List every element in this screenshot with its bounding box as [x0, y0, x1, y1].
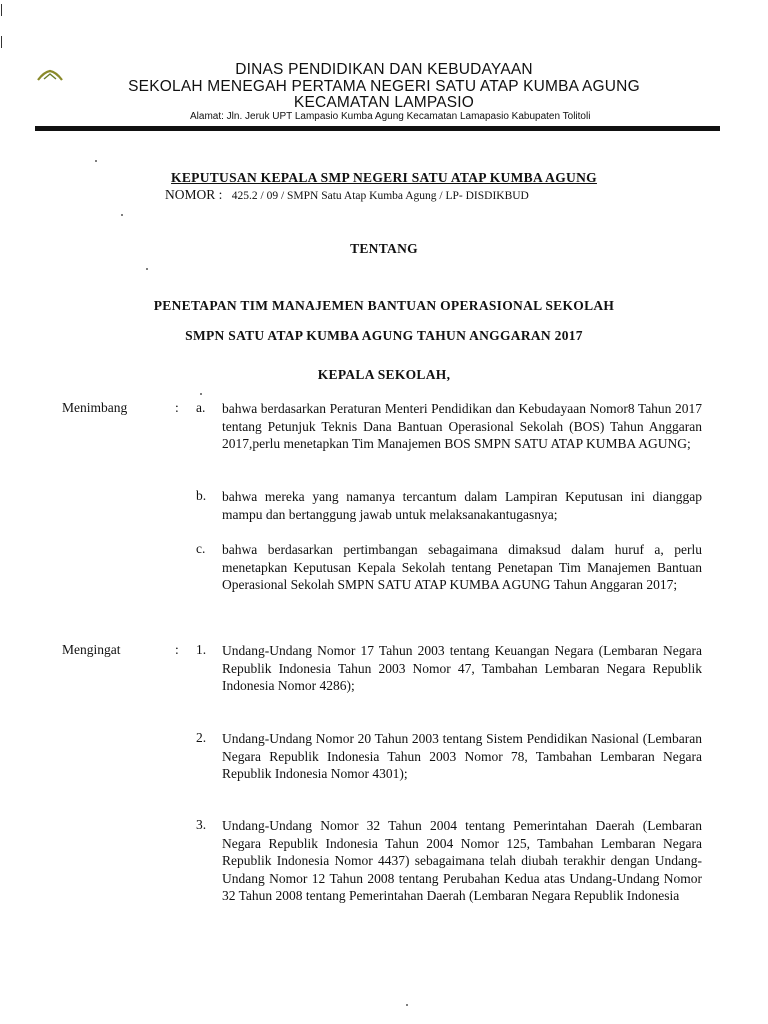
decree-number: [165, 187, 529, 203]
header-divider: [35, 126, 720, 131]
menimbang-marker-c: c.: [196, 541, 206, 556]
mengingat-item-2: Undang-Undang Nomor 20 Tahun 2003 tentang Sistem Pendidikan Nasional (Lembaran Negara Republik Indonesia Tahun 2003 Nomor 78, Tambahan Lembaran Negara Republik Indonesia Nomor 4301);: [222, 731, 702, 782]
margin-mark: [1, 36, 2, 48]
mengingat-label: Mengingat: [62, 642, 121, 657]
issuer-heading: KEPALA SEKOLAH,: [317, 367, 451, 382]
subject-line-1: PENETAPAN TIM MANAJEMEN BANTUAN OPERASIONAL SEKOLAH: [153, 298, 615, 313]
menimbang-marker-b: b.: [196, 488, 207, 503]
decree-title-text: KEPUTUSAN KEPALA SMP NEGERI SATU ATAP KUMBA AGUNG: [171, 170, 597, 185]
scan-speck: [200, 393, 202, 395]
mengingat-item-1: Undang-Undang Nomor 17 Tahun 2003 tentang Keuangan Negara (Lembaran Negara Republik Indonesia Tahun 2003 Nomor 47, Tambahan Lembaran Negara Republik Indonesia Nomor 4286);: [222, 643, 702, 694]
scan-speck: [95, 160, 97, 162]
subject-line-2: SMPN SATU ATAP KUMBA AGUNG TAHUN ANGGARAN 2017: [185, 328, 583, 343]
margin-mark: [1, 4, 2, 16]
scan-speck: [121, 214, 123, 216]
menimbang-item-b: bahwa mereka yang namanya tercantum dalam Lampiran Keputusan ini dianggap mampu dan bertanggung jawab untuk melaksanakantugasnya;: [222, 489, 702, 522]
address-line: Alamat: Jln. Jeruk UPT Lampasio Kumba Agung Kecamatan Lamapasio Kabupaten Tolitoli: [190, 111, 591, 122]
decree-number-label: NOMOR :: [165, 187, 223, 202]
scan-speck: [406, 1004, 408, 1006]
decree-number-value: 425.2 / 09 / SMPN Satu Atap Kumba Agung / LP- DISDIKBUD: [231, 190, 529, 202]
scan-speck: [146, 268, 148, 270]
decree-title: [0, 170, 768, 186]
district-name: KECAMATAN LAMPASIO: [293, 94, 475, 111]
menimbang-marker-a: a.: [196, 400, 206, 415]
mengingat-item-3: Undang-Undang Nomor 32 Tahun 2004 tentang Pemerintahan Daerah (Lembaran Negara Republik Indonesia Tahun 2004 Nomor 125, Tambahan Lembaran Negara Republik Indonesia Nomor 4437) sebagaimana telah diubah terakhir dengan Undang-Undang Nomor 12 Tahun 2008 tentang Perubahan Kedua atas Undang-Undang Nomor 32 Tahun 2008 tentang Pemerintahan Daerah (Lembaran Negara Republik Indonesia: [222, 818, 702, 904]
menimbang-item-c: bahwa berdasarkan pertimbangan sebagaimana dimaksud dalam huruf a, perlu menetapkan Keputusan Kepala Sekolah tentang Penetapan Tim Manajemen Bantuan Operasional Sekolah SMPN SATU ATAP KUMBA AGUNG Tahun Anggaran 2017;: [222, 542, 702, 593]
about-heading: TENTANG: [350, 241, 418, 256]
menimbang-label: Menimbang: [62, 400, 128, 415]
mengingat-colon: :: [175, 642, 179, 657]
menimbang-colon: :: [175, 400, 179, 415]
school-name: SEKOLAH MENEGAH PERTAMA NEGERI SATU ATAP KUMBA AGUNG: [128, 78, 640, 95]
mengingat-marker-1: 1.: [196, 642, 207, 657]
agency-name: DINAS PENDIDIKAN DAN KEBUDAYAAN: [235, 61, 533, 78]
mengingat-marker-2: 2.: [196, 730, 207, 745]
mengingat-marker-3: 3.: [196, 817, 207, 832]
menimbang-item-a: bahwa berdasarkan Peraturan Menteri Pendidikan dan Kebudayaan Nomor8 Tahun 2017 tentang Petunjuk Teknis Dana Bantuan Operasional Sekolah (BOS) Tahun Anggaran 2017,perlu menetapkan Tim Manajemen BOS SMPN SATU ATAP KUMBA AGUNG;: [222, 401, 702, 452]
